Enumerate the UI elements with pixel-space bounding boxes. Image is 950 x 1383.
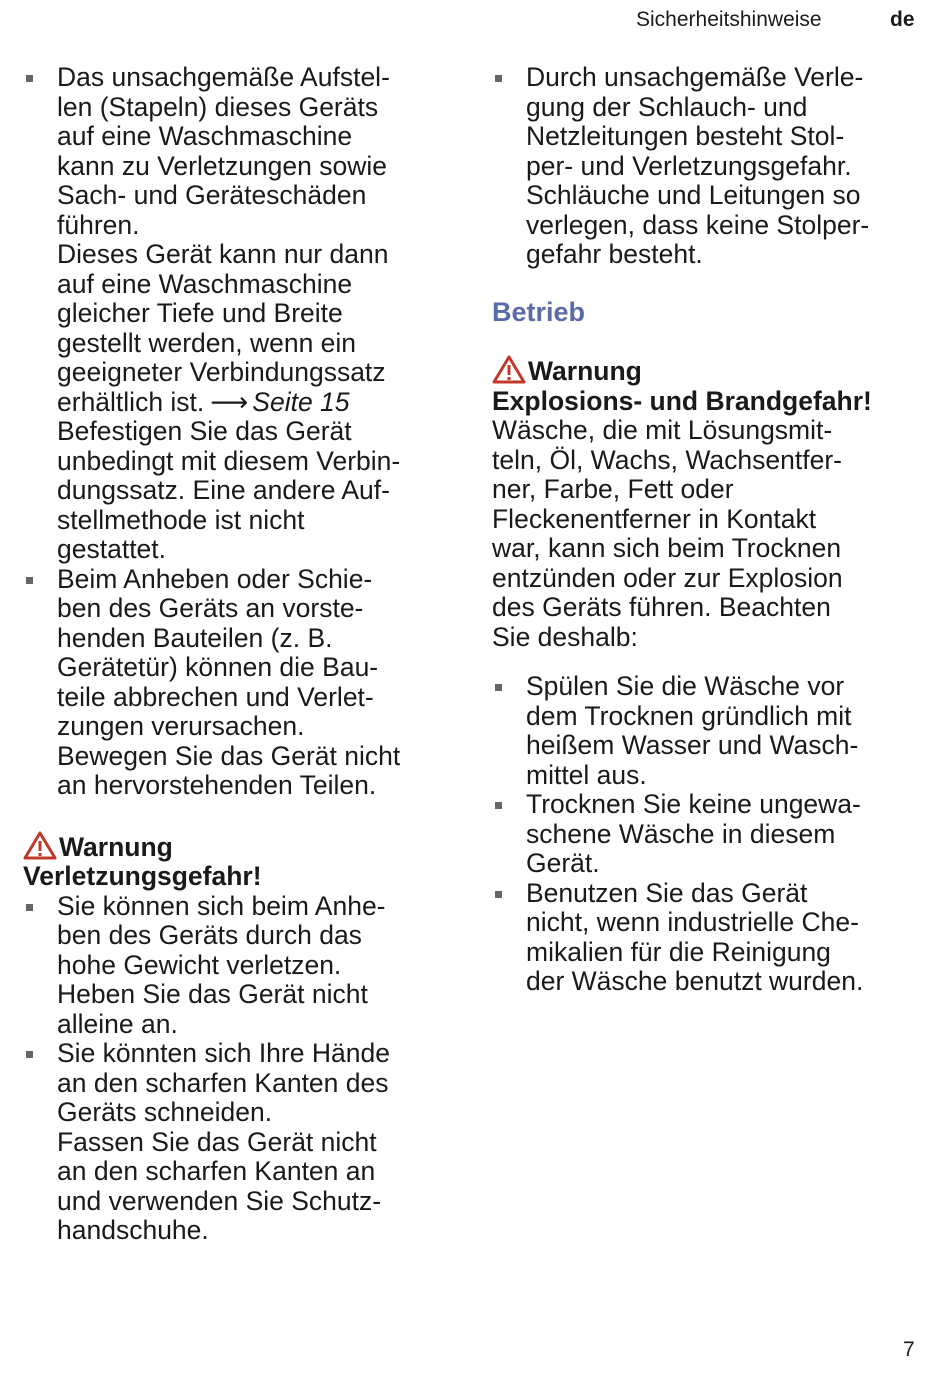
text-line: alleine an. — [57, 1008, 178, 1039]
text-line: Gerätetür) können die Bau- — [57, 652, 379, 682]
text-line: gleicher Tiefe und Breite — [57, 298, 343, 328]
warning-heading — [492, 355, 932, 387]
text-line: an hervorstehenden Teilen. — [57, 770, 377, 800]
left-column — [23, 63, 463, 1246]
text-line: dem Trocknen gründlich mit — [526, 700, 852, 731]
text-line-with-reference — [57, 388, 463, 418]
text-line: und verwenden Sie Schutz- — [57, 1185, 382, 1216]
text-line: geeigneter Verbindungssatz — [57, 357, 386, 387]
text-line: auf eine Waschmaschine — [57, 268, 353, 299]
text-line: heißem Wasser und Wasch- — [526, 730, 859, 760]
text-line: unbedingt mit diesem Verbin- — [57, 445, 401, 476]
text-line: an den scharfen Kanten an — [57, 1156, 376, 1186]
text-line: Fleckenentferner in Kontakt — [492, 503, 817, 534]
list-item — [492, 63, 932, 270]
text-line: Sach- und Geräteschäden — [57, 180, 367, 210]
bullet-square-icon — [495, 684, 502, 691]
page-reference-link[interactable]: Seite 15 — [252, 386, 350, 417]
text-line: Durch unsachgemäße Verle- — [526, 62, 864, 92]
header-section-title: Sicherheitshinweise — [636, 8, 822, 31]
text-line: mikalien für die Reinigung — [526, 936, 831, 967]
text-line: henden Bauteilen (z. B. — [57, 622, 333, 653]
bullet-square-icon — [26, 75, 33, 82]
text-line: entzünden oder zur Explosion — [492, 562, 843, 593]
text-line: Bewegen Sie das Gerät nicht — [57, 740, 401, 771]
list-item — [23, 1039, 463, 1246]
list-item — [492, 672, 932, 790]
text-line: Befestigen Sie das Gerät — [57, 416, 352, 446]
text-line: der Wäsche benutzt wurden. — [526, 966, 864, 996]
text-line: war, kann sich beim Trocknen — [492, 533, 842, 563]
text-line: ner, Farbe, Fett oder — [492, 474, 734, 504]
list-item — [23, 565, 463, 801]
list-item — [23, 892, 463, 1040]
text-line: Das unsachgemäße Aufstel- — [57, 62, 390, 92]
text-line: Trocknen Sie keine ungewa- — [526, 789, 861, 819]
text-line: Geräts schneiden. — [57, 1097, 273, 1127]
text-fragment: erhältlich ist. — [57, 386, 205, 417]
warning-paragraph — [492, 416, 932, 652]
text-line: Wäsche, die mit Lösungsmit- — [492, 415, 833, 445]
text-line: Heben Sie das Gerät nicht — [57, 979, 368, 1009]
text-line: gestattet. — [57, 534, 167, 564]
text-line: handschuhe. — [57, 1215, 209, 1245]
text-line: an den scharfen Kanten des — [57, 1067, 389, 1098]
text-line: gestellt werden, wenn ein — [57, 327, 357, 358]
warning-label: Warnung — [528, 356, 642, 386]
warning-block — [492, 355, 932, 997]
warning-label: Warnung — [59, 831, 173, 862]
text-line: des Geräts führen. Beachten — [492, 592, 831, 622]
text-line: Schläuche und Leitungen so — [526, 180, 861, 210]
warning-title: Explosions- und Brandgefahr! — [492, 385, 872, 416]
page-number: 7 — [903, 1338, 915, 1361]
warning-title: Verletzungsgefahr! — [23, 861, 262, 891]
text-line: ben des Geräts durch das — [57, 920, 362, 950]
list-item — [23, 63, 463, 565]
text-line: len (Stapeln) dieses Geräts — [57, 91, 379, 122]
text-line: Fassen Sie das Gerät nicht — [57, 1126, 377, 1157]
bullet-square-icon — [495, 75, 502, 82]
text-line: stellmethode ist nicht — [57, 504, 305, 535]
text-line: Benutzen Sie das Gerät — [526, 877, 808, 908]
text-line: auf eine Waschmaschine — [57, 121, 353, 151]
text-line: hohe Gewicht verletzen. — [57, 949, 342, 980]
bullet-square-icon — [495, 802, 502, 809]
warning-triangle-icon — [492, 355, 526, 384]
text-line: zungen verursachen. — [57, 711, 305, 741]
bullet-square-icon — [495, 891, 502, 898]
text-line: teile abbrechen und Verlet- — [57, 681, 374, 712]
text-line: mittel aus. — [526, 759, 647, 790]
arrow-right-icon: ⟶ — [210, 386, 249, 417]
text-line: Netzleitungen besteht Stol- — [526, 121, 845, 151]
text-line: gung der Schlauch- und — [526, 91, 808, 122]
bullet-square-icon — [26, 577, 33, 584]
bullet-square-icon — [26, 1051, 33, 1058]
text-line: Sie könnten sich Ihre Hände — [57, 1038, 390, 1068]
warning-heading — [23, 831, 463, 863]
section-heading: Betrieb — [492, 296, 586, 327]
spacer — [492, 652, 932, 672]
text-line: Dieses Gerät kann nur dann — [57, 239, 389, 269]
text-line: ben des Geräts an vorste- — [57, 593, 364, 623]
text-line: Sie deshalb: — [492, 621, 638, 652]
text-line: nicht, wenn industrielle Che- — [526, 907, 859, 937]
header-language-code: de — [890, 8, 915, 31]
text-line: Beim Anheben oder Schie- — [57, 563, 373, 594]
text-line: gefahr besteht. — [526, 239, 703, 269]
warning-block — [23, 831, 463, 1246]
warning-triangle-icon — [23, 831, 57, 860]
bullet-square-icon — [26, 904, 33, 911]
list-item — [492, 790, 932, 879]
text-line: Gerät. — [526, 848, 600, 878]
text-line: Spülen Sie die Wäsche vor — [526, 671, 845, 701]
list-item — [492, 879, 932, 997]
text-line: verlegen, dass keine Stolper- — [526, 209, 870, 240]
text-line: teln, Öl, Wachs, Wachsentfer- — [492, 444, 842, 475]
text-line: Sie können sich beim Anhe- — [57, 890, 386, 921]
text-line: per- und Verletzungsgefahr. — [526, 150, 852, 181]
text-line: schene Wäsche in diesem — [526, 818, 836, 849]
text-line: führen. — [57, 209, 140, 240]
right-column — [492, 63, 932, 997]
text-line: dungssatz. Eine andere Auf- — [57, 475, 390, 505]
text-line: kann zu Verletzungen sowie — [57, 150, 387, 181]
